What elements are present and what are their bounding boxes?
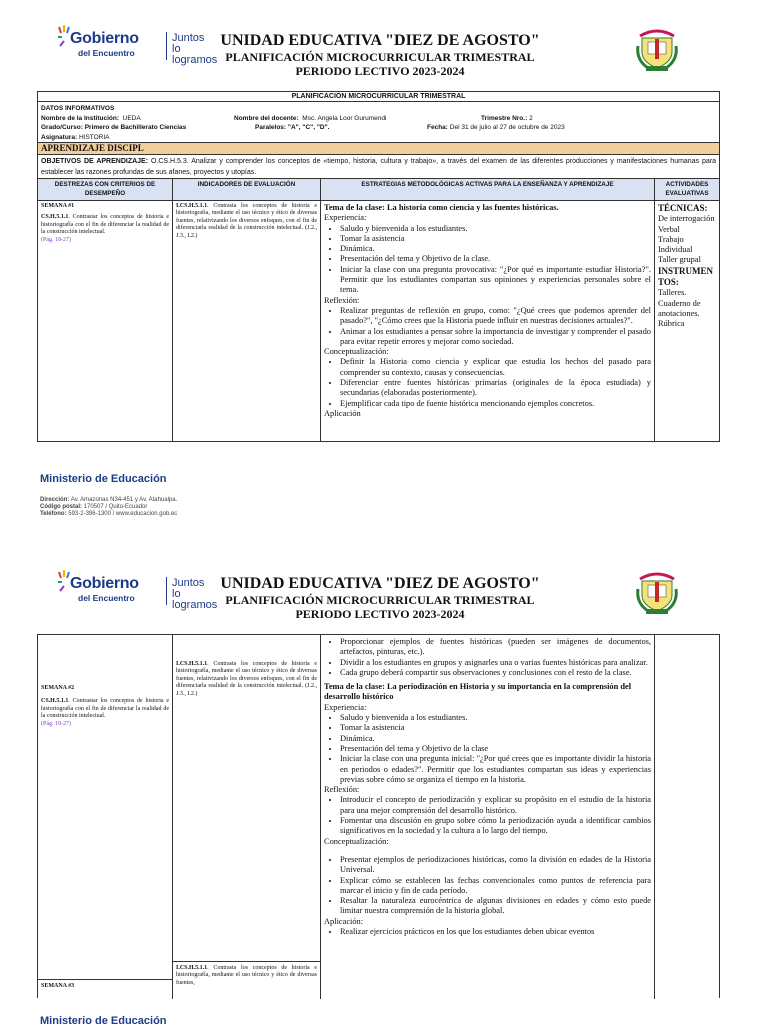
list-item: • Saludo y bienvenida a los estudiantes. (340, 713, 651, 723)
institucion-value: UEDA (122, 114, 141, 122)
logo-separator (166, 577, 167, 605)
docente-value: Msc. Angela Loor Gurumendi (302, 114, 387, 122)
tecnica-item: Verbal (658, 224, 680, 234)
asignatura-value: HISTORIA (78, 133, 110, 141)
reflexion-list (324, 795, 651, 836)
list-item: • Dinámica. (340, 734, 651, 744)
week-2-estrategias-cell (321, 635, 655, 999)
institucion-label: Nombre de la Institución: (41, 114, 120, 122)
period-title: PERIODO LECTIVO 2023-2024 (295, 607, 465, 621)
pages-reference: (Pág. 18-27) (41, 720, 71, 727)
school-title: UNIDAD EDUCATIVA "DIEZ DE AGOSTO" (220, 575, 540, 592)
objetivos-value: O.CS.H.5.3. Analizar y comprender los conceptos de «tiempo, historia, cultura y trabajo», a través del examen de las diferentes producciones y manifestaciones humanas para establecer las razones profundas de sus afanes, proyectos y utopías. (41, 158, 716, 176)
list-item: • Animar a los estudiantes a pensar sobre la importancia de investigar y comprender el pasado para evitar repetir errores y mejorar como sociedad. (340, 327, 651, 348)
logo-sub-text: del Encuentro (78, 593, 135, 603)
list-item: • Iniciar la clase con una pregunta inicial: "¿Por qué crees que es importante dividir la historia en periodos o edades?". Permitir que los estudiantes compartan sus ideas y experiencias previas sobre cómo se organiza el tiempo en la historia. (340, 754, 651, 785)
conceptualizacion-list (324, 855, 651, 917)
experiencia-label: Experiencia: (324, 213, 367, 223)
school-seal-icon (634, 565, 680, 617)
logo-slogan-line-1: Juntos (172, 577, 205, 589)
footer-page-1 (40, 473, 177, 518)
planning-table-header: PLANIFICACIÓN MICROCURRICULAR TRIMESTRAL (38, 92, 719, 102)
tecnicas-label: TÉCNICAS: (658, 203, 708, 213)
list-item: • Saludo y bienvenida a los estudiantes. (340, 224, 651, 234)
experiencia-list (324, 224, 651, 296)
instrumento-item: Rúbrica (658, 319, 685, 329)
planning-table-page-1 (37, 91, 720, 442)
week-1-actividades-cell (655, 201, 719, 441)
list-item: • Diferenciar entre fuentes históricas primarias (originales de la época estudiada) y secundarias (elaboradas posteriormente). (340, 378, 651, 399)
footer-page-2 (40, 1015, 167, 1027)
indicador-text: . Contrasta los conceptos de historia e historiografía, mediante el uso técnico y ético de diversas fuentes, relativizando los diversos enfoques, con el fin de diferenciarla realidad de la construcción intelectual. (J.2., J.3., I.2.) (176, 203, 317, 239)
conceptualizacion-list (324, 357, 651, 408)
semana-2-label: SEMANA #2 (41, 685, 75, 691)
document-titles (200, 32, 560, 78)
week-1-row (38, 201, 719, 441)
planning-subtitle: PLANIFICACIÓN MICROCURRICULAR TRIMESTRAL (225, 50, 535, 64)
list-item: • Dinámica. (340, 244, 651, 254)
logo-slogan-line-2: lo logramos (172, 588, 218, 611)
destreza-text: . Contrastar los conceptos de historia e historiografía con el fin de diferenciar la realidad de la construcción intelectual. (41, 214, 169, 236)
gobierno-logo (56, 22, 218, 66)
school-seal-icon (634, 22, 680, 74)
indicador-3-text: . Contrasta los conceptos de historia e historiografía, mediante el uso técnico y ético de diversas fuentes, (176, 965, 317, 986)
grado-value: Primero de Bachillerato Ciencias (84, 124, 187, 131)
paralelos-value: "A", "C", "D". (287, 124, 330, 131)
fecha-label: Fecha: (427, 124, 448, 131)
page-gap (0, 530, 768, 555)
destreza-code: CS.H.5.1.1 (41, 698, 69, 705)
logo-sub-text: del Encuentro (78, 48, 135, 58)
docente-label: Nombre del docente: (234, 114, 299, 122)
grado-label: Grado/Curso: (41, 124, 83, 131)
instrumento-item: Cuaderno de anotaciones. (658, 298, 701, 318)
datos-informativos (38, 102, 719, 143)
document-titles (200, 575, 560, 621)
week-2-indicador-cell (173, 635, 321, 999)
trimestre-value: 2 (529, 114, 533, 122)
planning-subtitle: PLANIFICACIÓN MICROCURRICULAR TRIMESTRAL (225, 593, 535, 607)
list-item: • Resaltar la naturaleza eurocéntrica de algunas divisiones en edades y cómo esto puede limitar nuestra comprensión de la historia global. (340, 896, 651, 917)
asignatura-label: Asignatura: (41, 133, 78, 141)
col-header-estrategias: ESTRATEGIAS METODOLÓGICAS ACTIVAS PARA LA ENSEÑANZA Y APRENDIZAJE (321, 179, 655, 200)
ministry-name: Ministerio de Educación (40, 473, 167, 485)
reflexion-label: Reflexión: (324, 785, 360, 795)
list-item: • Presentación del tema y Objetivo de la clase (340, 744, 651, 754)
list-item: • Cada grupo deberá compartir sus observaciones y conclusiones con el resto de la clase. (340, 668, 651, 678)
list-item: • Ejemplificar cada tipo de fuente histórica mencionando ejemplos concretos. (340, 399, 651, 409)
experiencia-label: Experiencia: (324, 702, 367, 712)
week-1-indicador-cell (173, 201, 321, 441)
paralelos-label: Paralelos: (255, 124, 287, 131)
objetivos-label: OBJETIVOS DE APRENDIZAJE: (41, 158, 149, 165)
objetivos-aprendizaje (38, 155, 719, 179)
indicador-code: I.CS.H.5.1.1 (176, 661, 208, 667)
col-header-actividades: ACTIVIDADES EVALUATIVAS (655, 179, 719, 200)
fecha-value: Del 31 de julio al 27 de octubre de 2023 (449, 124, 565, 131)
list-item: • Proporcionar ejemplos de fuentes históricas (pueden ser imágenes de documentos, artefactos, pinturas, etc.). (340, 637, 651, 658)
list-item: • Realizar preguntas de reflexión en grupo, como: "¿Qué crees que podemos aprender del pasado?", "¿Cómo crees que la Historia puede influir en nuestras decisiones actuales?". (340, 306, 651, 327)
col-header-destrezas: DESTREZAS CON CRITERIOS DE DESEMPEÑO (38, 179, 173, 200)
aprendizaje-band: APRENDIZAJE DISCIPL (38, 143, 719, 155)
week-2-destreza-cell (38, 635, 173, 999)
list-item: • Presentación del tema y Objetivo de la clase. (340, 254, 651, 264)
school-title: UNIDAD EDUCATIVA "DIEZ DE AGOSTO" (220, 32, 540, 49)
logo-main-text: Gobierno (70, 30, 139, 47)
semana-3-label: SEMANA #3 (41, 983, 75, 989)
week-2-row (38, 635, 719, 999)
aplicacion-list (324, 927, 651, 937)
continuation-list (324, 637, 651, 678)
list-item: • Realizar ejercicios prácticos en los que los estudiantes deben ubicar eventos (340, 927, 651, 937)
list-item: • Tomar la asistencia (340, 723, 651, 733)
ministry-name: Ministerio de Educación (40, 1015, 167, 1027)
list-item: • Iniciar la clase con una pregunta provocativa: "¿Por qué es importante estudiar Historia?". Permitir que los estudiantes compartan sus opiniones y experiencias personales sobre el tema. (340, 265, 651, 296)
week-2-actividades-cell (655, 635, 719, 999)
conceptualizacion-label: Conceptualización: (324, 836, 389, 846)
logo-slogan-line-1: Juntos (172, 32, 205, 44)
pages-reference: (Pág. 18-27) (41, 236, 71, 243)
tecnica-item: Taller grupal (658, 255, 701, 265)
list-item: • Explicar cómo se establecen las fechas convencionales como puntos de referencia para marcar el inicio y fin de cada período. (340, 876, 651, 897)
col-header-indicadores: INDICADORES DE EVALUACIÓN (173, 179, 321, 200)
instrumento-item: Talleres. (658, 288, 687, 298)
tecnica-item: Trabajo Individual (658, 234, 693, 255)
logo-separator (166, 32, 167, 60)
tema-clase: Tema de la clase: La periodización en Historia y su importancia en la comprensión del desarrollo histórico (324, 682, 632, 702)
trimestre-label: Trimestre Nro.: (481, 114, 528, 122)
tema-clase: Tema de la clase: La historia como ciencia y las fuentes históricas. (324, 203, 559, 212)
list-item: • Definir la Historia como ciencia y explicar que estudia los hechos del pasado para comprender su contexto, causas y consecuencias. (340, 357, 651, 378)
logo-slogan-line-2: lo logramos (172, 43, 218, 66)
semana-1-label: SEMANA #1 (41, 203, 75, 209)
aplicacion-label: Aplicación: (324, 916, 364, 926)
destreza-code: CS.H.5.1.1 (41, 214, 69, 221)
reflexion-label: Reflexión: (324, 295, 360, 305)
conceptualizacion-label: Conceptualización: (324, 347, 389, 357)
list-item: • Introducir el concepto de periodización y explicar su propósito en el estudio de la historia para una mejor comprensión del desarrollo histórico. (340, 795, 651, 816)
aplicacion-label: Aplicación (324, 408, 361, 418)
reflexion-list (324, 306, 651, 347)
instrumentos-label: INSTRUMENTOS: (658, 265, 714, 288)
week-1-estrategias-cell (321, 201, 655, 441)
list-item: • Presentar ejemplos de periodizaciones históricas, como la división en edades de la Historia Universal. (340, 855, 651, 876)
indicador-text: . Contrasta los conceptos de historia e historiografía, mediante el uso técnico y ético de diversas fuentes, relativizando los diversos enfoques, con el fin de diferenciarla realidad de la construcción intelectual. (J.2., J.3., I.2.) (176, 661, 317, 697)
logo-main-text: Gobierno (70, 575, 139, 592)
period-title: PERIODO LECTIVO 2023-2024 (295, 64, 465, 78)
indicador-3-code: I.CS.H.5.1.1 (176, 965, 208, 971)
destreza-text: . Contrastar los conceptos de historia e historiografía con el fin de diferenciar la realidad de la construcción intelectual. (41, 698, 169, 720)
indicador-code: I.CS.H.5.1.1 (176, 203, 208, 209)
list-item: • Tomar la asistencia (340, 234, 651, 244)
experiencia-list (324, 713, 651, 785)
list-item: • Dividir a los estudiantes en grupos y asignarles una o varias fuentes históricas para analizar. (340, 658, 651, 668)
week-1-destreza-cell (38, 201, 173, 441)
datos-title: DATOS INFORMATIVOS (41, 105, 115, 112)
tecnica-item: De interrogación (658, 214, 715, 224)
ministry-address: Dirección: Av. Amazonas N34-451 y Av. Atahualpa. Código postal: 170507 / Quito-Ecuador Teléfono: 593-2-396-1300 / www.educacion.gob.ec (40, 497, 178, 517)
document-page-2 (0, 555, 768, 1027)
gobierno-logo (56, 567, 218, 611)
list-item: • Fomentar una discusión en grupo sobre cómo la periodización ayuda a identificar cambios significativos en la sociedad y la cultura a lo largo del tiempo. (340, 816, 651, 837)
planning-table-page-2 (37, 634, 720, 998)
column-headers (38, 179, 719, 201)
